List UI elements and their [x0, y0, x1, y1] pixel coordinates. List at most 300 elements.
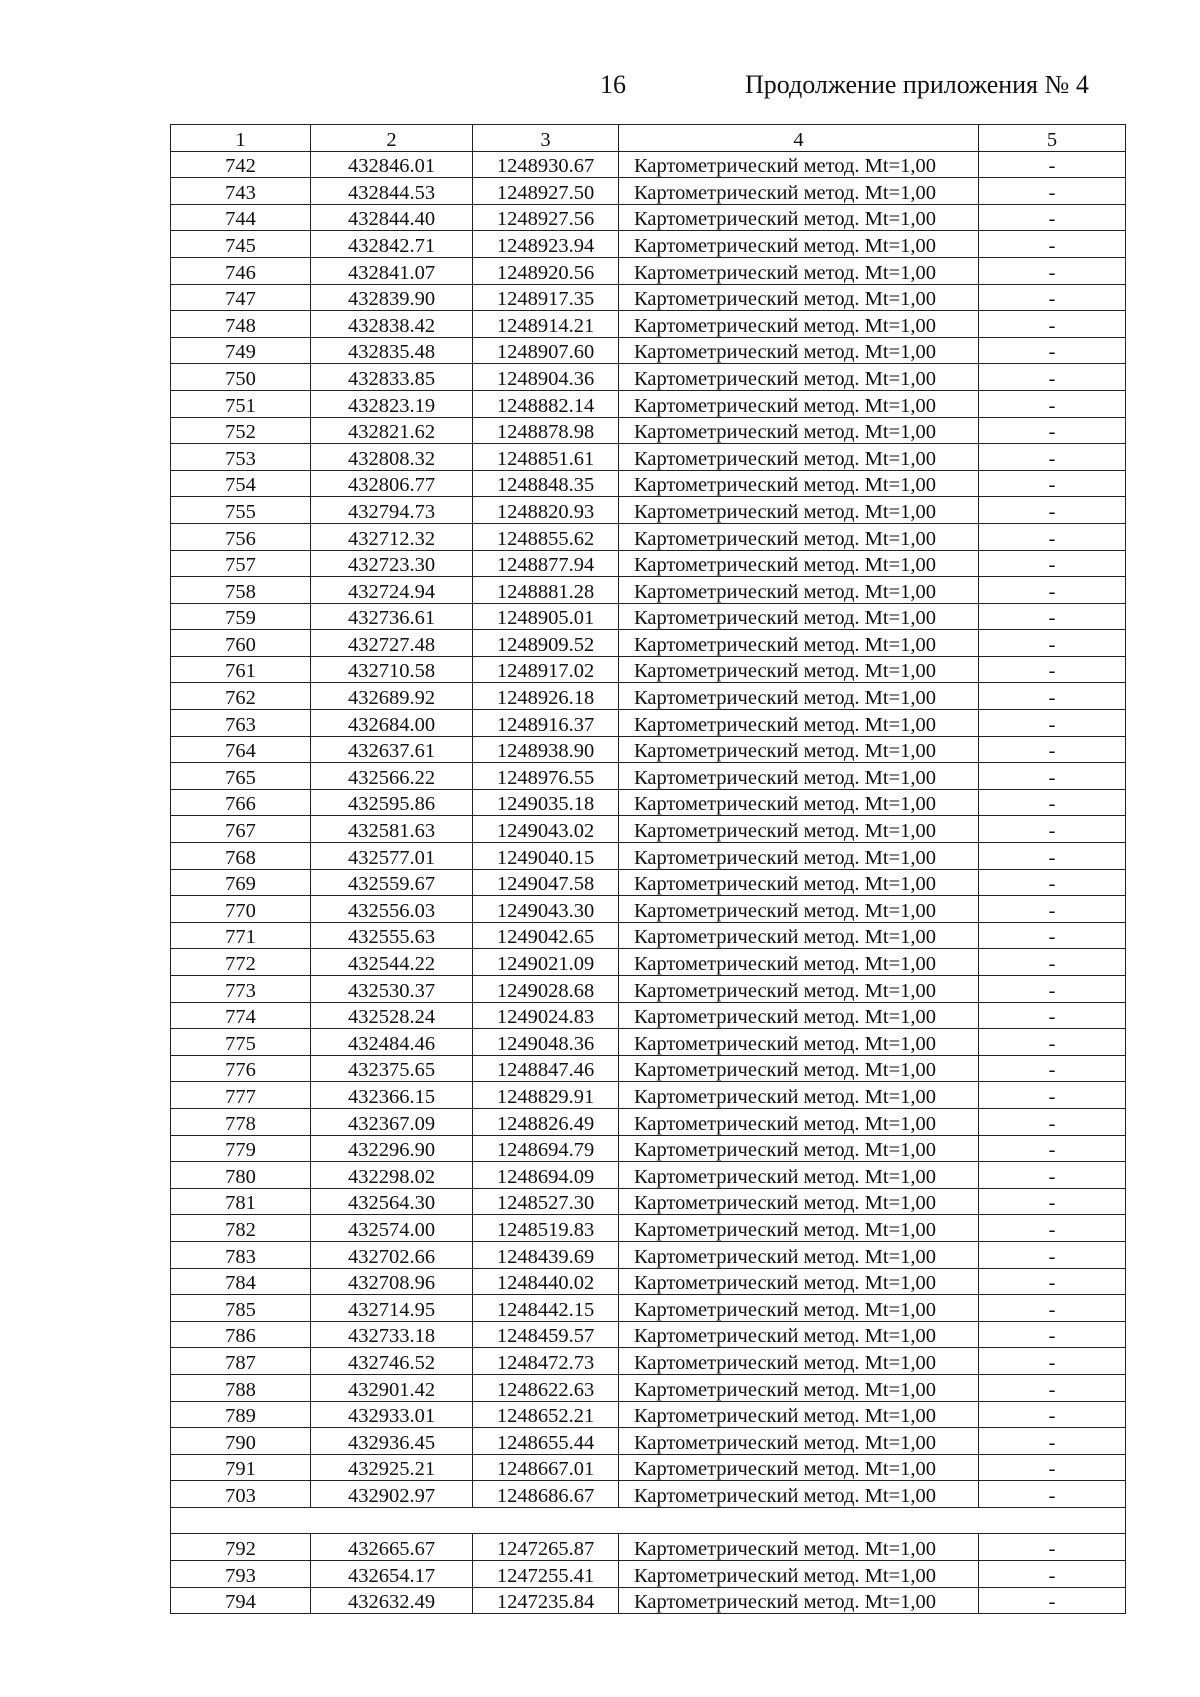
point-number: 760	[171, 630, 311, 657]
y-coordinate: 1248826.49	[473, 1108, 619, 1135]
method-description: Картометрический метод. Mt=1,00	[619, 523, 979, 550]
table-row	[171, 204, 1126, 231]
y-coordinate: 1248848.35	[473, 470, 619, 497]
point-number: 768	[171, 843, 311, 870]
x-coordinate: 432484.46	[311, 1029, 473, 1056]
x-coordinate: 432901.42	[311, 1374, 473, 1401]
column-header: 3	[473, 125, 619, 152]
table-row	[171, 497, 1126, 524]
point-number: 748	[171, 311, 311, 338]
point-number: 743	[171, 178, 311, 205]
note: -	[979, 337, 1126, 364]
method-description: Картометрический метод. Mt=1,00	[619, 497, 979, 524]
x-coordinate: 432367.09	[311, 1108, 473, 1135]
y-coordinate: 1248914.21	[473, 311, 619, 338]
page-header: Продолжение приложения № 4	[745, 70, 1089, 99]
method-description: Картометрический метод. Mt=1,00	[619, 976, 979, 1003]
method-description: Картометрический метод. Mt=1,00	[619, 1029, 979, 1056]
note: -	[979, 497, 1126, 524]
point-number: 785	[171, 1295, 311, 1322]
x-coordinate: 432574.00	[311, 1215, 473, 1242]
gap-cell	[171, 1507, 1126, 1534]
point-number: 762	[171, 683, 311, 710]
note: -	[979, 976, 1126, 1003]
table-row	[171, 869, 1126, 896]
point-number: 772	[171, 949, 311, 976]
note: -	[979, 789, 1126, 816]
y-coordinate: 1249047.58	[473, 869, 619, 896]
method-description: Картометрический метод. Mt=1,00	[619, 178, 979, 205]
note: -	[979, 896, 1126, 923]
point-number: 764	[171, 736, 311, 763]
y-coordinate: 1248622.63	[473, 1374, 619, 1401]
y-coordinate: 1248909.52	[473, 630, 619, 657]
note: -	[979, 204, 1126, 231]
table-row	[171, 1215, 1126, 1242]
point-number: 745	[171, 231, 311, 258]
table-row	[171, 736, 1126, 763]
note: -	[979, 922, 1126, 949]
y-coordinate: 1248686.67	[473, 1481, 619, 1508]
x-coordinate: 432806.77	[311, 470, 473, 497]
table-row	[171, 1561, 1126, 1588]
point-number: 757	[171, 550, 311, 577]
method-description: Картометрический метод. Mt=1,00	[619, 1082, 979, 1109]
table-row	[171, 1454, 1126, 1481]
y-coordinate: 1249042.65	[473, 922, 619, 949]
method-description: Картометрический метод. Mt=1,00	[619, 1295, 979, 1322]
table-row	[171, 656, 1126, 683]
y-coordinate: 1248923.94	[473, 231, 619, 258]
point-number: 778	[171, 1108, 311, 1135]
point-number: 754	[171, 470, 311, 497]
method-description: Картометрический метод. Mt=1,00	[619, 922, 979, 949]
y-coordinate: 1248904.36	[473, 364, 619, 391]
point-number: 753	[171, 444, 311, 471]
table-row	[171, 949, 1126, 976]
method-description: Картометрический метод. Mt=1,00	[619, 1002, 979, 1029]
note: -	[979, 763, 1126, 790]
method-description: Картометрический метод. Mt=1,00	[619, 151, 979, 178]
y-coordinate: 1248442.15	[473, 1295, 619, 1322]
note: -	[979, 710, 1126, 737]
note: -	[979, 630, 1126, 657]
point-number: 761	[171, 656, 311, 683]
x-coordinate: 432544.22	[311, 949, 473, 976]
note: -	[979, 1428, 1126, 1455]
y-coordinate: 1248527.30	[473, 1188, 619, 1215]
point-number: 749	[171, 337, 311, 364]
point-number: 779	[171, 1135, 311, 1162]
point-number: 771	[171, 922, 311, 949]
note: -	[979, 1188, 1126, 1215]
note: -	[979, 364, 1126, 391]
x-coordinate: 432637.61	[311, 736, 473, 763]
y-coordinate: 1249035.18	[473, 789, 619, 816]
note: -	[979, 390, 1126, 417]
point-number: 769	[171, 869, 311, 896]
note: -	[979, 843, 1126, 870]
x-coordinate: 432808.32	[311, 444, 473, 471]
y-coordinate: 1249021.09	[473, 949, 619, 976]
table-row	[171, 710, 1126, 737]
note: -	[979, 178, 1126, 205]
y-coordinate: 1248440.02	[473, 1268, 619, 1295]
table-row	[171, 1348, 1126, 1375]
column-header: 1	[171, 125, 311, 152]
method-description: Картометрический метод. Mt=1,00	[619, 444, 979, 471]
y-coordinate: 1248829.91	[473, 1082, 619, 1109]
y-coordinate: 1248976.55	[473, 763, 619, 790]
table-row	[171, 550, 1126, 577]
point-number: 773	[171, 976, 311, 1003]
table-row	[171, 577, 1126, 604]
x-coordinate: 432936.45	[311, 1428, 473, 1455]
table-row	[171, 683, 1126, 710]
y-coordinate: 1249028.68	[473, 976, 619, 1003]
x-coordinate: 432366.15	[311, 1082, 473, 1109]
x-coordinate: 432823.19	[311, 390, 473, 417]
y-coordinate: 1248820.93	[473, 497, 619, 524]
method-description: Картометрический метод. Mt=1,00	[619, 1321, 979, 1348]
note: -	[979, 656, 1126, 683]
note: -	[979, 683, 1126, 710]
point-number: 744	[171, 204, 311, 231]
table-row	[171, 364, 1126, 391]
method-description: Картометрический метод. Mt=1,00	[619, 1188, 979, 1215]
x-coordinate: 432710.58	[311, 656, 473, 683]
method-description: Картометрический метод. Mt=1,00	[619, 869, 979, 896]
x-coordinate: 432724.94	[311, 577, 473, 604]
table-gap-row	[171, 1507, 1126, 1534]
point-number: 776	[171, 1055, 311, 1082]
x-coordinate: 432577.01	[311, 843, 473, 870]
method-description: Картометрический метод. Mt=1,00	[619, 1587, 979, 1614]
table-row	[171, 1188, 1126, 1215]
note: -	[979, 1374, 1126, 1401]
column-header: 5	[979, 125, 1126, 152]
x-coordinate: 432838.42	[311, 311, 473, 338]
y-coordinate: 1248655.44	[473, 1428, 619, 1455]
point-number: 784	[171, 1268, 311, 1295]
note: -	[979, 1268, 1126, 1295]
point-number: 767	[171, 816, 311, 843]
table-body-after-gap	[171, 1534, 1126, 1614]
point-number: 786	[171, 1321, 311, 1348]
x-coordinate: 432902.97	[311, 1481, 473, 1508]
note: -	[979, 1561, 1126, 1588]
point-number: 755	[171, 497, 311, 524]
method-description: Картометрический метод. Mt=1,00	[619, 710, 979, 737]
point-number: 756	[171, 523, 311, 550]
method-description: Картометрический метод. Mt=1,00	[619, 816, 979, 843]
note: -	[979, 1108, 1126, 1135]
method-description: Картометрический метод. Mt=1,00	[619, 257, 979, 284]
table-row	[171, 763, 1126, 790]
y-coordinate: 1248878.98	[473, 417, 619, 444]
note: -	[979, 550, 1126, 577]
x-coordinate: 432595.86	[311, 789, 473, 816]
point-number: 794	[171, 1587, 311, 1614]
x-coordinate: 432375.65	[311, 1055, 473, 1082]
table-row	[171, 284, 1126, 311]
x-coordinate: 432555.63	[311, 922, 473, 949]
y-coordinate: 1248667.01	[473, 1454, 619, 1481]
x-coordinate: 432632.49	[311, 1587, 473, 1614]
note: -	[979, 1295, 1126, 1322]
point-number: 766	[171, 789, 311, 816]
method-description: Картометрический метод. Mt=1,00	[619, 470, 979, 497]
x-coordinate: 432559.67	[311, 869, 473, 896]
method-description: Картометрический метод. Mt=1,00	[619, 603, 979, 630]
note: -	[979, 1348, 1126, 1375]
method-description: Картометрический метод. Mt=1,00	[619, 630, 979, 657]
method-description: Картометрический метод. Mt=1,00	[619, 1268, 979, 1295]
note: -	[979, 1587, 1126, 1614]
table-body	[171, 151, 1126, 1507]
method-description: Картометрический метод. Mt=1,00	[619, 949, 979, 976]
table-row	[171, 1082, 1126, 1109]
table-row	[171, 311, 1126, 338]
method-description: Картометрический метод. Mt=1,00	[619, 683, 979, 710]
point-number: 787	[171, 1348, 311, 1375]
note: -	[979, 311, 1126, 338]
note: -	[979, 1082, 1126, 1109]
method-description: Картометрический метод. Mt=1,00	[619, 763, 979, 790]
x-coordinate: 432727.48	[311, 630, 473, 657]
note: -	[979, 284, 1126, 311]
x-coordinate: 432833.85	[311, 364, 473, 391]
y-coordinate: 1249043.30	[473, 896, 619, 923]
note: -	[979, 1162, 1126, 1189]
point-number: 763	[171, 710, 311, 737]
method-description: Картометрический метод. Mt=1,00	[619, 736, 979, 763]
table-row	[171, 1268, 1126, 1295]
method-description: Картометрический метод. Mt=1,00	[619, 1401, 979, 1428]
table-row	[171, 816, 1126, 843]
x-coordinate: 432654.17	[311, 1561, 473, 1588]
page-number: 16	[600, 70, 626, 99]
method-description: Картометрический метод. Mt=1,00	[619, 1108, 979, 1135]
y-coordinate: 1249040.15	[473, 843, 619, 870]
y-coordinate: 1248916.37	[473, 710, 619, 737]
x-coordinate: 432714.95	[311, 1295, 473, 1322]
point-number: 790	[171, 1428, 311, 1455]
note: -	[979, 1241, 1126, 1268]
point-number: 774	[171, 1002, 311, 1029]
note: -	[979, 736, 1126, 763]
table-row	[171, 178, 1126, 205]
table-row	[171, 1029, 1126, 1056]
note: -	[979, 417, 1126, 444]
method-description: Картометрический метод. Mt=1,00	[619, 1561, 979, 1588]
note: -	[979, 1002, 1126, 1029]
method-description: Картометрический метод. Mt=1,00	[619, 1348, 979, 1375]
table-row	[171, 1241, 1126, 1268]
y-coordinate: 1248855.62	[473, 523, 619, 550]
method-description: Картометрический метод. Mt=1,00	[619, 656, 979, 683]
point-number: 746	[171, 257, 311, 284]
method-description: Картометрический метод. Mt=1,00	[619, 550, 979, 577]
point-number: 765	[171, 763, 311, 790]
x-coordinate: 432844.40	[311, 204, 473, 231]
y-coordinate: 1248927.56	[473, 204, 619, 231]
table-row	[171, 976, 1126, 1003]
method-description: Картометрический метод. Mt=1,00	[619, 390, 979, 417]
method-description: Картометрический метод. Mt=1,00	[619, 789, 979, 816]
method-description: Картометрический метод. Mt=1,00	[619, 1481, 979, 1508]
method-description: Картометрический метод. Mt=1,00	[619, 1162, 979, 1189]
coordinates-table	[170, 124, 1126, 1614]
note: -	[979, 151, 1126, 178]
point-number: 747	[171, 284, 311, 311]
method-description: Картометрический метод. Mt=1,00	[619, 231, 979, 258]
table-row	[171, 603, 1126, 630]
x-coordinate: 432839.90	[311, 284, 473, 311]
method-description: Картометрический метод. Mt=1,00	[619, 284, 979, 311]
y-coordinate: 1249043.02	[473, 816, 619, 843]
y-coordinate: 1248907.60	[473, 337, 619, 364]
x-coordinate: 432708.96	[311, 1268, 473, 1295]
y-coordinate: 1248694.79	[473, 1135, 619, 1162]
method-description: Картометрический метод. Mt=1,00	[619, 1374, 979, 1401]
y-coordinate: 1248905.01	[473, 603, 619, 630]
x-coordinate: 432566.22	[311, 763, 473, 790]
table-row	[171, 1587, 1126, 1614]
table-row	[171, 417, 1126, 444]
x-coordinate: 432702.66	[311, 1241, 473, 1268]
note: -	[979, 1135, 1126, 1162]
point-number: 783	[171, 1241, 311, 1268]
note: -	[979, 1215, 1126, 1242]
table-row	[171, 1002, 1126, 1029]
y-coordinate: 1247235.84	[473, 1587, 619, 1614]
method-description: Картометрический метод. Mt=1,00	[619, 364, 979, 391]
y-coordinate: 1248930.67	[473, 151, 619, 178]
table-row	[171, 896, 1126, 923]
point-number: 782	[171, 1215, 311, 1242]
point-number: 777	[171, 1082, 311, 1109]
column-header: 4	[619, 125, 979, 152]
x-coordinate: 432581.63	[311, 816, 473, 843]
y-coordinate: 1248847.46	[473, 1055, 619, 1082]
x-coordinate: 432556.03	[311, 896, 473, 923]
table-row	[171, 231, 1126, 258]
method-description: Картометрический метод. Mt=1,00	[619, 1428, 979, 1455]
table-row	[171, 523, 1126, 550]
point-number: 758	[171, 577, 311, 604]
x-coordinate: 432844.53	[311, 178, 473, 205]
y-coordinate: 1248459.57	[473, 1321, 619, 1348]
method-description: Картометрический метод. Mt=1,00	[619, 204, 979, 231]
table-row	[171, 337, 1126, 364]
table-row	[171, 1055, 1126, 1082]
method-description: Картометрический метод. Mt=1,00	[619, 1534, 979, 1561]
point-number: 791	[171, 1454, 311, 1481]
method-description: Картометрический метод. Mt=1,00	[619, 311, 979, 338]
method-description: Картометрический метод. Mt=1,00	[619, 843, 979, 870]
x-coordinate: 432530.37	[311, 976, 473, 1003]
table-row	[171, 922, 1126, 949]
x-coordinate: 432835.48	[311, 337, 473, 364]
y-coordinate: 1248938.90	[473, 736, 619, 763]
y-coordinate: 1248652.21	[473, 1401, 619, 1428]
point-number: 752	[171, 417, 311, 444]
y-coordinate: 1248881.28	[473, 577, 619, 604]
note: -	[979, 816, 1126, 843]
y-coordinate: 1248926.18	[473, 683, 619, 710]
x-coordinate: 432794.73	[311, 497, 473, 524]
table-row	[171, 1481, 1126, 1508]
y-coordinate: 1248882.14	[473, 390, 619, 417]
table-row	[171, 1321, 1126, 1348]
y-coordinate: 1248694.09	[473, 1162, 619, 1189]
method-description: Картометрический метод. Mt=1,00	[619, 896, 979, 923]
note: -	[979, 1534, 1126, 1561]
table-row	[171, 1295, 1126, 1322]
note: -	[979, 869, 1126, 896]
x-coordinate: 432665.67	[311, 1534, 473, 1561]
y-coordinate: 1248877.94	[473, 550, 619, 577]
table-gap	[171, 1507, 1126, 1534]
point-number: 703	[171, 1481, 311, 1508]
note: -	[979, 603, 1126, 630]
table-row	[171, 1162, 1126, 1189]
method-description: Картометрический метод. Mt=1,00	[619, 1055, 979, 1082]
note: -	[979, 257, 1126, 284]
note: -	[979, 470, 1126, 497]
note: -	[979, 1055, 1126, 1082]
point-number: 788	[171, 1374, 311, 1401]
y-coordinate: 1249024.83	[473, 1002, 619, 1029]
x-coordinate: 432746.52	[311, 1348, 473, 1375]
method-description: Картометрический метод. Mt=1,00	[619, 337, 979, 364]
table-row	[171, 1135, 1126, 1162]
table-row	[171, 1534, 1126, 1561]
note: -	[979, 1454, 1126, 1481]
table-row	[171, 630, 1126, 657]
table-row	[171, 789, 1126, 816]
table-row	[171, 151, 1126, 178]
point-number: 781	[171, 1188, 311, 1215]
x-coordinate: 432733.18	[311, 1321, 473, 1348]
y-coordinate: 1248851.61	[473, 444, 619, 471]
point-number: 775	[171, 1029, 311, 1056]
y-coordinate: 1249048.36	[473, 1029, 619, 1056]
method-description: Картометрический метод. Mt=1,00	[619, 1241, 979, 1268]
note: -	[979, 444, 1126, 471]
x-coordinate: 432933.01	[311, 1401, 473, 1428]
table-row	[171, 1428, 1126, 1455]
note: -	[979, 577, 1126, 604]
x-coordinate: 432736.61	[311, 603, 473, 630]
x-coordinate: 432723.30	[311, 550, 473, 577]
point-number: 742	[171, 151, 311, 178]
point-number: 789	[171, 1401, 311, 1428]
method-description: Картометрический метод. Mt=1,00	[619, 417, 979, 444]
note: -	[979, 1029, 1126, 1056]
y-coordinate: 1248519.83	[473, 1215, 619, 1242]
method-description: Картометрический метод. Mt=1,00	[619, 1215, 979, 1242]
table-row	[171, 444, 1126, 471]
x-coordinate: 432821.62	[311, 417, 473, 444]
x-coordinate: 432296.90	[311, 1135, 473, 1162]
x-coordinate: 432689.92	[311, 683, 473, 710]
method-description: Картометрический метод. Mt=1,00	[619, 577, 979, 604]
x-coordinate: 432842.71	[311, 231, 473, 258]
y-coordinate: 1248917.35	[473, 284, 619, 311]
note: -	[979, 523, 1126, 550]
